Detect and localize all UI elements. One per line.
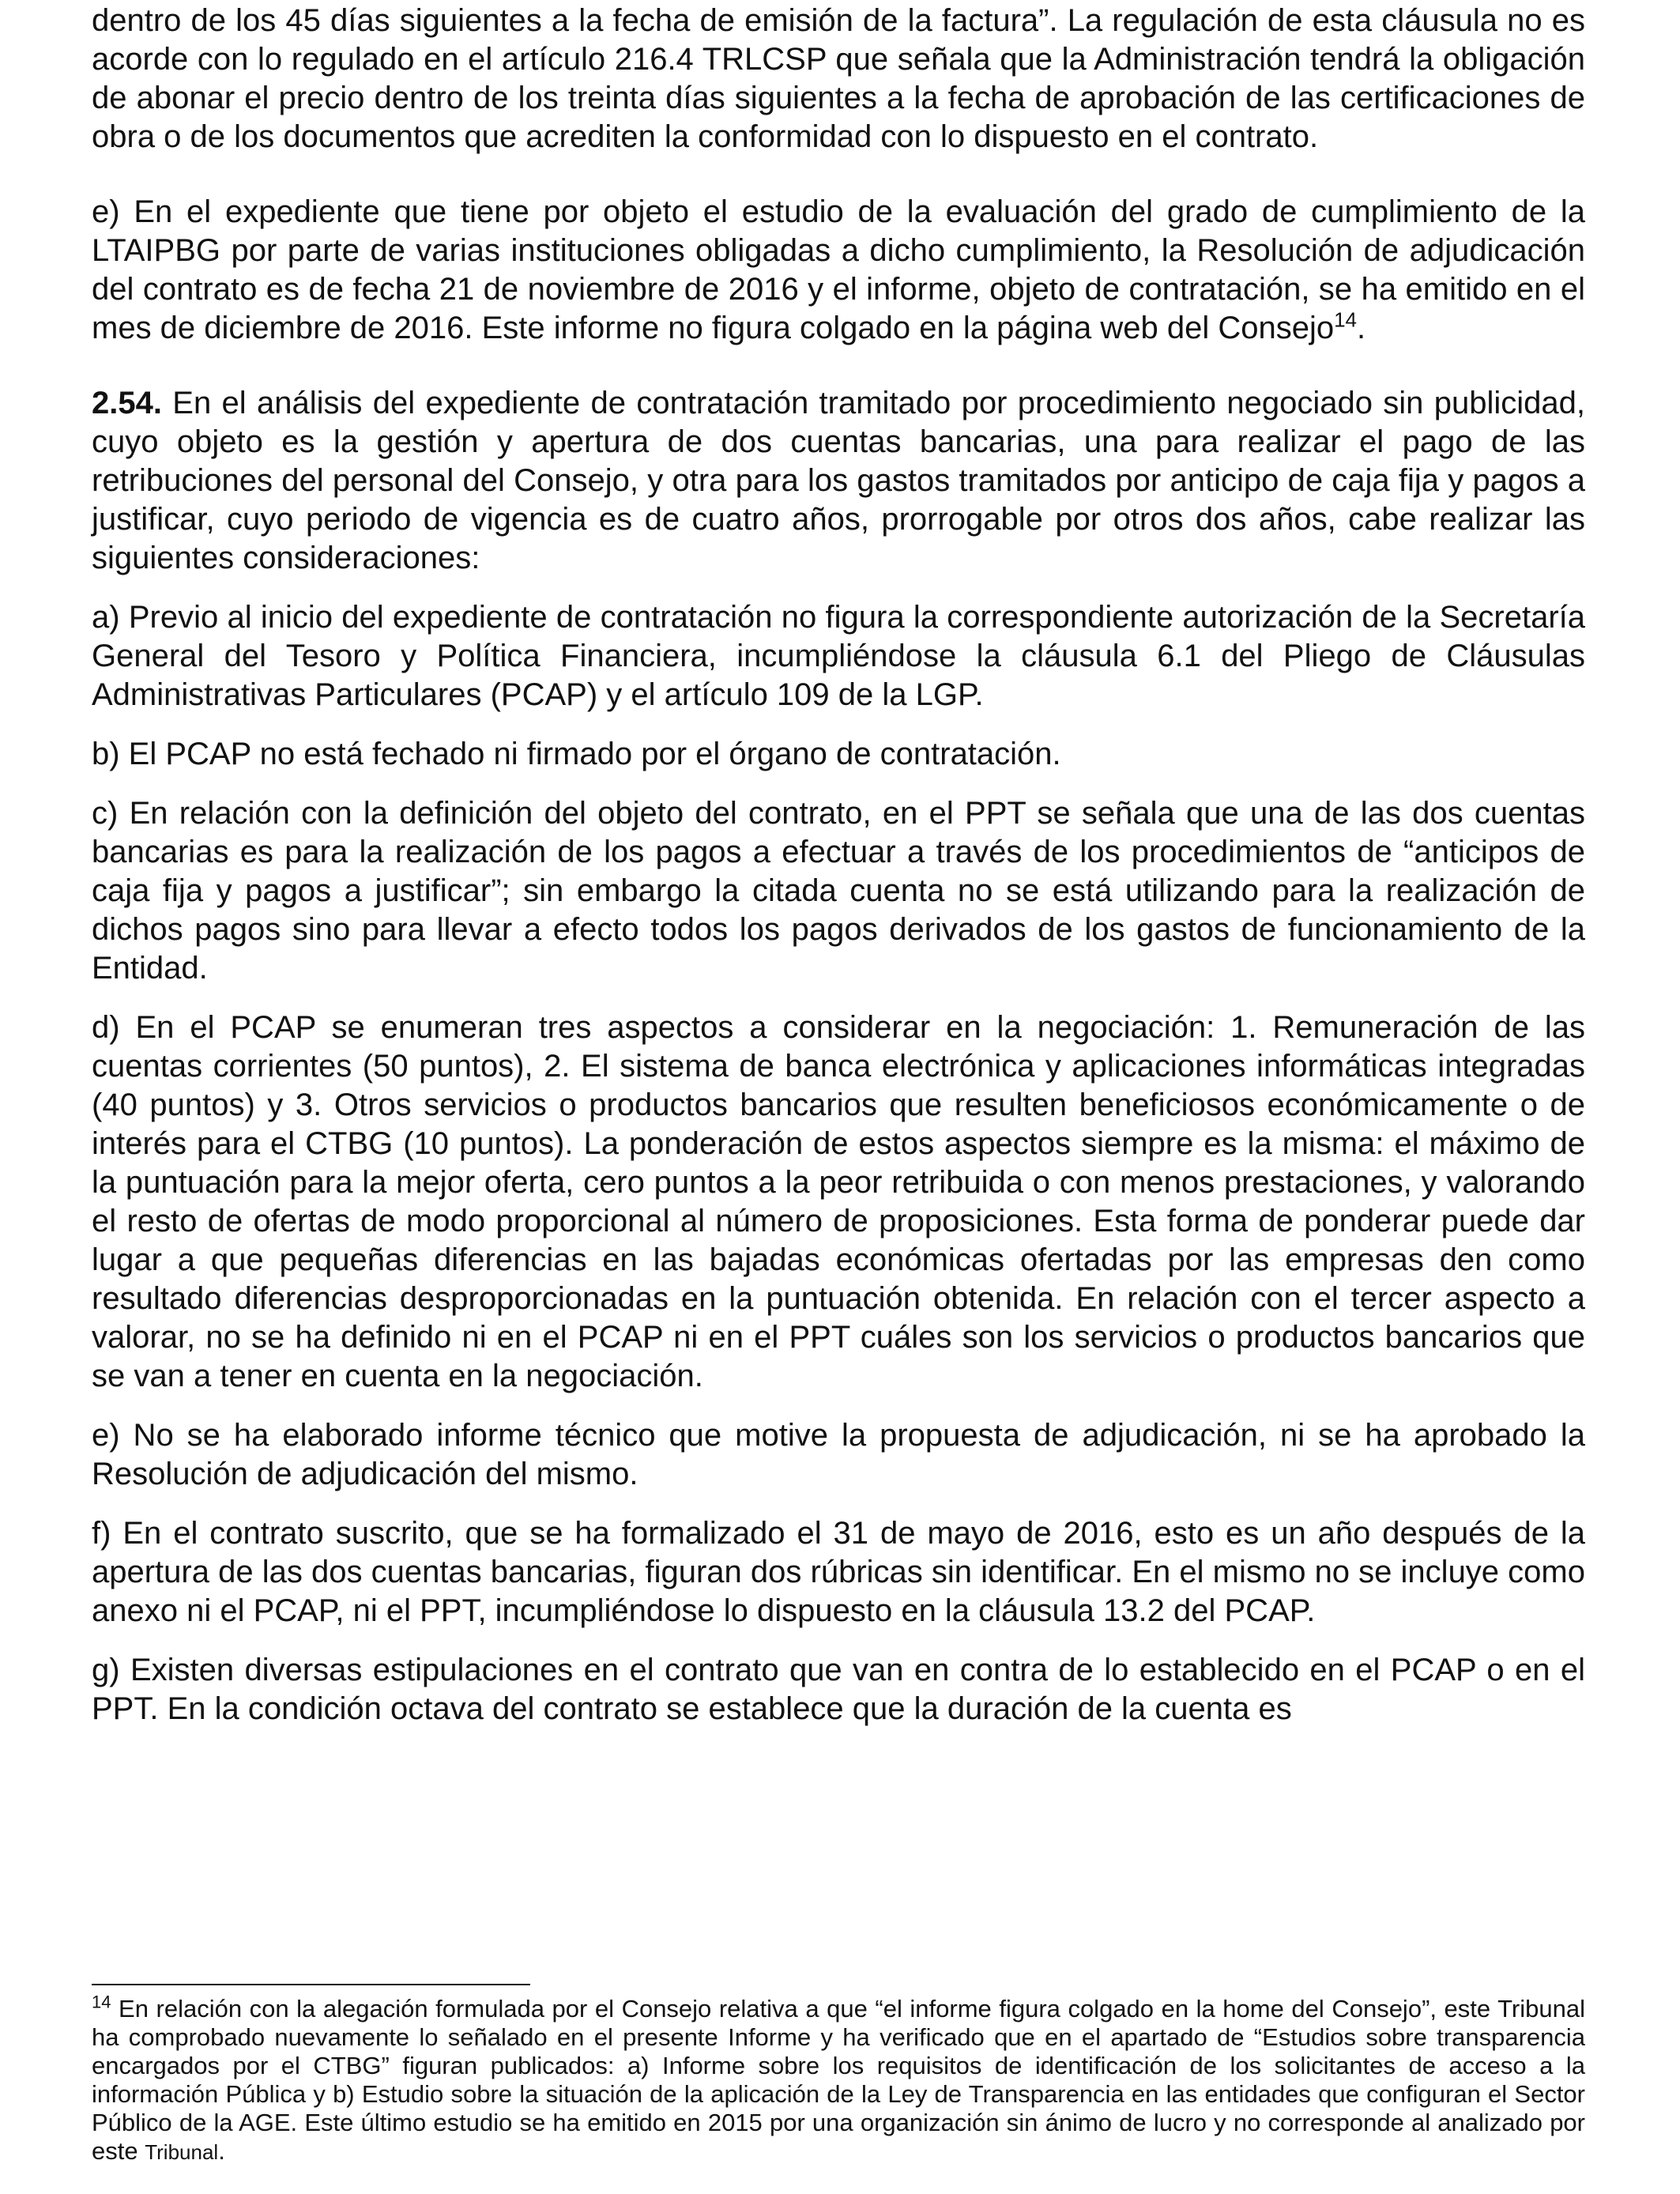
paragraph-e-transparency-study: [92, 193, 1585, 348]
footnote-text: En relación con la alegación formulada por el Consejo relativa a que “el informe figura colgado en la home del Consejo”, este Tribunal ha comprobado nuevamente lo señalado en el presente Informe y ha verificado que en el apartado de “Estudios sobre transparencia encargados por el CTBG” figuran publicados: a) Informe sobre los requisitos de identificación de los solicitantes de acceso a la información Pública y b) Estudio sobre la situación de la aplicación de la Ley de Transparencia en las entidades que configuran el Sector Público de la AGE. Este último estudio se ha emitido en 2015 por una organización sin ánimo de lucro y no corresponde al analizado por este: [92, 1995, 1585, 2165]
item-b: b) El PCAP no está fechado ni firmado por el órgano de contratación.: [92, 737, 1061, 771]
footnote-reference-14[interactable]: 14: [1334, 307, 1358, 332]
footnote-separator: [92, 1984, 530, 1985]
item-c: c) En relación con la definición del objeto del contrato, en el PPT se señala que una de las dos cuentas bancarias es para la realización de los pagos a efectuar a través de los procedimientos de “anticipos de caja fija y pagos a justificar”; sin embargo la citada cuenta no se está utilizando para la realización de dichos pagos sino para llevar a efecto todos los pagos derivados de los gastos de funcionamiento de la Entidad.: [92, 796, 1585, 986]
section-number: 2.54.: [92, 386, 162, 420]
document-body: [92, 2, 1585, 1728]
document-page: [92, 0, 1585, 1728]
item-g: g) Existen diversas estipulaciones en el contrato que van en contra de lo establecido en el PCAP o en el PPT. En la condición octava del contrato se establece que la duración de la cuenta es: [92, 1653, 1585, 1726]
paragraph-e-end: .: [1357, 311, 1366, 345]
paragraph-d-continuation: dentro de los 45 días siguientes a la fecha de emisión de la factura”. La regulación de esta cláusula no es acorde con lo regulado en el artículo 216.4 TRLCSP que señala que la Administración tendrá la obligación de abonar el precio dentro de los treinta días siguientes a la fecha de aprobación de las certificaciones de obra o de los documentos que acrediten la conformidad con lo dispuesto en el contrato.: [92, 3, 1585, 154]
item-e: e) No se ha elaborado informe técnico que motive la propuesta de adjudicación, ni se ha aprobado la Resolución de adjudicación del mismo.: [92, 1418, 1585, 1491]
footnote-14: [92, 1992, 1585, 2166]
section-2-54: [92, 384, 1585, 578]
footnote-end: .: [218, 2137, 225, 2165]
footnote-last-word: Tribunal: [145, 2140, 219, 2164]
item-a: a) Previo al inicio del expediente de contratación no figura la correspondiente autorización de la Secretaría General del Tesoro y Política Financiera, incumpliéndose la cláusula 6.1 del Pliego de Cláusulas Administrativas Particulares (PCAP) y el artículo 109 de la LGP.: [92, 600, 1585, 712]
item-f: f) En el contrato suscrito, que se ha formalizado el 31 de mayo de 2016, esto es un año después de la apertura de las dos cuentas bancarias, figuran dos rúbricas sin identificar. En el mismo no se incluye como anexo ni el PCAP, ni el PPT, incumpliéndose lo dispuesto en la cláusula 13.2 del PCAP.: [92, 1516, 1585, 1628]
paragraph-e-text: e) En el expediente que tiene por objeto el estudio de la evaluación del grado de cumplimiento de la LTAIPBG por parte de varias instituciones obligadas a dicho cumplimiento, la Resolución de adjudicación del contrato es de fecha 21 de noviembre de 2016 y el informe, objeto de contratación, se ha emitido en el mes de diciembre de 2016. Este informe no figura colgado en la página web del Consejo: [92, 194, 1585, 345]
section-2-54-text: En el análisis del expediente de contratación tramitado por procedimiento negociado sin publicidad, cuyo objeto es la gestión y apertura de dos cuentas bancarias, una para realizar el pago de las retribuciones del personal del Consejo, y otra para los gastos tramitados por anticipo de caja fija y pagos a justificar, cuyo periodo de vigencia es de cuatro años, prorrogable por otros dos años, cabe realizar las siguientes consideraciones:: [92, 386, 1585, 575]
footnote-number: 14: [92, 1992, 111, 2012]
item-d: d) En el PCAP se enumeran tres aspectos a considerar en la negociación: 1. Remuneración de las cuentas corrientes (50 puntos), 2. El sistema de banca electrónica y aplicaciones informáticas integradas (40 puntos) y 3. Otros servicios o productos bancarios que resulten beneficiosos económicamente o de interés para el CTBG (10 puntos). La ponderación de estos aspectos siempre es la misma: el máximo de la puntuación para la mejor oferta, cero puntos a la peor retribuida o con menos prestaciones, y valorando el resto de ofertas de modo proporcional al número de proposiciones. Esta forma de ponderar puede dar lugar a que pequeñas diferencias en las bajadas económicas ofertadas por las empresas den como resultado diferencias desproporcionadas en la puntuación obtenida. En relación con el tercer aspecto a valorar, no se ha definido ni en el PCAP ni en el PPT cuáles son los servicios o productos bancarios que se van a tener en cuenta en la negociación.: [92, 1010, 1585, 1393]
